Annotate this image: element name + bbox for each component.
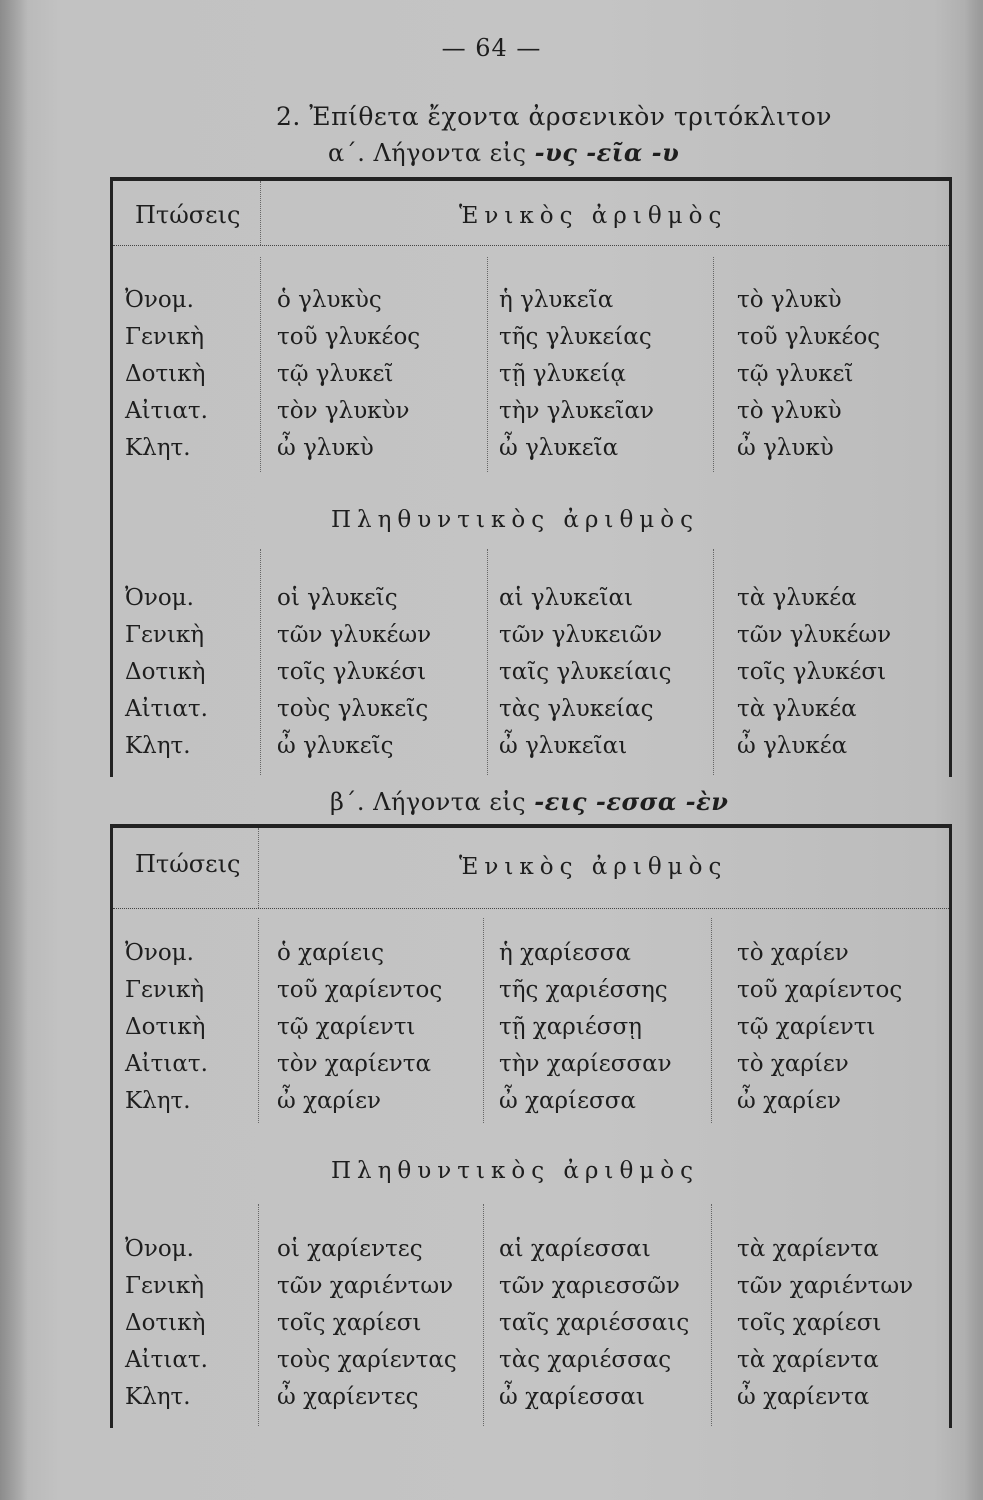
column-divider xyxy=(713,549,714,775)
feminine-form: τῶν χαριεσσῶν xyxy=(499,1273,680,1299)
plural-header: Πληθυντικὸς ἀριθμὸς xyxy=(331,1158,699,1184)
cases-header: Πτώσεις xyxy=(135,850,241,878)
declension-table-b xyxy=(110,824,952,1428)
case-label: Δοτικὴ xyxy=(125,1310,206,1336)
case-label: Κλητ. xyxy=(125,1384,191,1410)
subsection-title-b xyxy=(330,787,728,816)
feminine-form: τὰς γλυκείας xyxy=(499,696,654,722)
subsection-endings: -εις -εσσα -ὲν xyxy=(534,787,729,816)
case-label: Δοτικὴ xyxy=(125,659,206,685)
case-label: Αἰτιατ. xyxy=(125,1051,208,1077)
subsection-prefix: β΄. Λήγοντα εἰς xyxy=(330,788,527,816)
case-label: Αἰτιατ. xyxy=(125,398,208,424)
feminine-form: τὴν γλυκεῖαν xyxy=(499,398,654,424)
feminine-form: τῆς γλυκείας xyxy=(499,324,652,350)
column-divider xyxy=(487,549,488,775)
feminine-form: ὦ γλυκεῖα xyxy=(499,435,619,461)
neuter-form: τὸ χαρίεν xyxy=(737,940,849,966)
masculine-form: ὦ χαρίεν xyxy=(277,1088,381,1114)
neuter-form: τοῖς χαρίεσι xyxy=(737,1310,882,1336)
masculine-form: τοῦ γλυκέος xyxy=(277,324,421,350)
case-label: Γενικὴ xyxy=(125,977,205,1003)
page-edge xyxy=(965,0,983,1500)
masculine-form: ὁ χαρίεις xyxy=(277,940,384,966)
neuter-form: ὦ γλυκὺ xyxy=(737,435,834,461)
subsection-prefix: α΄. Λήγοντα εἰς xyxy=(328,139,527,167)
table-top-rule xyxy=(110,824,952,828)
masculine-form: τοῖς γλυκέσι xyxy=(277,659,427,685)
masculine-form: τῶν γλυκέων xyxy=(277,622,432,648)
neuter-form: τῷ γλυκεῖ xyxy=(737,361,854,387)
neuter-form: τῶν χαριέντων xyxy=(737,1273,914,1299)
neuter-form: τὰ γλυκέα xyxy=(737,585,857,611)
masculine-form: τὸν γλυκὺν xyxy=(277,398,410,424)
feminine-form: ὦ χαρίεσσα xyxy=(499,1088,636,1114)
cases-header: Πτώσεις xyxy=(135,201,241,229)
column-divider xyxy=(260,257,261,472)
neuter-form: ὦ χαρίεν xyxy=(737,1088,841,1114)
column-divider xyxy=(258,918,259,1123)
column-divider xyxy=(260,549,261,775)
feminine-form: ταῖς γλυκείαις xyxy=(499,659,672,685)
masculine-form: τοῦ χαρίεντος xyxy=(277,977,443,1003)
neuter-form: τὸ χαρίεν xyxy=(737,1051,849,1077)
feminine-form: τὰς χαριέσσας xyxy=(499,1347,672,1373)
binding-shadow xyxy=(0,0,28,1500)
case-label: Γενικὴ xyxy=(125,1273,205,1299)
masculine-form: τοὺς χαρίεντας xyxy=(277,1347,457,1373)
subsection-endings: -υς -εῖα -υ xyxy=(534,138,680,167)
masculine-form: τὸν χαρίεντα xyxy=(277,1051,432,1077)
header-column-divider xyxy=(258,828,259,908)
neuter-form: ὦ γλυκέα xyxy=(737,733,848,759)
page-number: — 64 — xyxy=(441,34,542,62)
column-divider xyxy=(258,1204,259,1426)
masculine-form: τῶν χαριέντων xyxy=(277,1273,454,1299)
column-divider xyxy=(711,1204,712,1426)
case-label: Ὀνομ. xyxy=(125,585,194,611)
case-label: Ὀνομ. xyxy=(125,1236,194,1262)
column-divider xyxy=(711,918,712,1123)
masculine-form: ὦ γλυκεῖς xyxy=(277,733,394,759)
masculine-form: ὦ χαρίεντες xyxy=(277,1384,419,1410)
column-divider xyxy=(487,257,488,472)
feminine-form: ταῖς χαριέσσαις xyxy=(499,1310,690,1336)
case-label: Δοτικὴ xyxy=(125,1014,206,1040)
neuter-form: τῷ χαρίεντι xyxy=(737,1014,876,1040)
plural-header: Πληθυντικὸς ἀριθμὸς xyxy=(331,507,699,533)
feminine-form: τῇ χαριέσσῃ xyxy=(499,1014,642,1040)
neuter-form: τὰ γλυκέα xyxy=(737,696,857,722)
case-label: Κλητ. xyxy=(125,1088,191,1114)
feminine-form: αἱ χαρίεσσαι xyxy=(499,1236,651,1262)
neuter-form: τοῖς γλυκέσι xyxy=(737,659,887,685)
neuter-form: τὰ χαρίεντα xyxy=(737,1347,879,1373)
masculine-form: τοὺς γλυκεῖς xyxy=(277,696,429,722)
feminine-form: ἡ γλυκεῖα xyxy=(499,287,614,313)
section-heading: 2. Ἐπίθετα ἔχοντα ἀρσενικὸν τριτόκλιτον xyxy=(276,102,832,131)
declension-table-a xyxy=(110,177,952,777)
feminine-form: τὴν χαρίεσσαν xyxy=(499,1051,672,1077)
feminine-form: τῇ γλυκείᾳ xyxy=(499,361,626,387)
subsection-title-a xyxy=(328,138,679,167)
column-divider xyxy=(713,257,714,472)
singular-header: Ἑνικὸς ἀριθμὸς xyxy=(459,203,728,229)
feminine-form: ὦ χαρίεσσαι xyxy=(499,1384,645,1410)
neuter-form: τῶν γλυκέων xyxy=(737,622,892,648)
column-divider xyxy=(483,918,484,1123)
masculine-form: οἱ γλυκεῖς xyxy=(277,585,398,611)
case-label: Δοτικὴ xyxy=(125,361,206,387)
masculine-form: ὦ γλυκὺ xyxy=(277,435,374,461)
header-divider xyxy=(113,908,949,909)
feminine-form: τῆς χαριέσσης xyxy=(499,977,668,1003)
feminine-form: ὦ γλυκεῖαι xyxy=(499,733,628,759)
masculine-form: τῷ γλυκεῖ xyxy=(277,361,394,387)
case-label: Γενικὴ xyxy=(125,622,205,648)
neuter-form: τὸ γλυκὺ xyxy=(737,287,842,313)
neuter-form: τὰ χαρίεντα xyxy=(737,1236,879,1262)
feminine-form: αἱ γλυκεῖαι xyxy=(499,585,634,611)
case-label: Κλητ. xyxy=(125,435,191,461)
case-label: Αἰτιατ. xyxy=(125,1347,208,1373)
neuter-form: τοῦ γλυκέος xyxy=(737,324,881,350)
masculine-form: τῷ χαρίεντι xyxy=(277,1014,416,1040)
case-label: Γενικὴ xyxy=(125,324,205,350)
masculine-form: τοῖς χαρίεσι xyxy=(277,1310,422,1336)
masculine-form: ὁ γλυκὺς xyxy=(277,287,382,313)
table-top-rule xyxy=(110,177,952,181)
case-label: Ὀνομ. xyxy=(125,287,194,313)
column-divider xyxy=(483,1204,484,1426)
case-label: Κλητ. xyxy=(125,733,191,759)
header-divider xyxy=(113,245,949,246)
neuter-form: τὸ γλυκὺ xyxy=(737,398,842,424)
neuter-form: ὦ χαρίεντα xyxy=(737,1384,870,1410)
feminine-form: τῶν γλυκειῶν xyxy=(499,622,663,648)
case-label: Ὀνομ. xyxy=(125,940,194,966)
singular-header: Ἑνικὸς ἀριθμὸς xyxy=(459,854,728,880)
case-label: Αἰτιατ. xyxy=(125,696,208,722)
neuter-form: τοῦ χαρίεντος xyxy=(737,977,903,1003)
header-column-divider xyxy=(260,181,261,245)
feminine-form: ἡ χαρίεσσα xyxy=(499,940,631,966)
masculine-form: οἱ χαρίεντες xyxy=(277,1236,423,1262)
